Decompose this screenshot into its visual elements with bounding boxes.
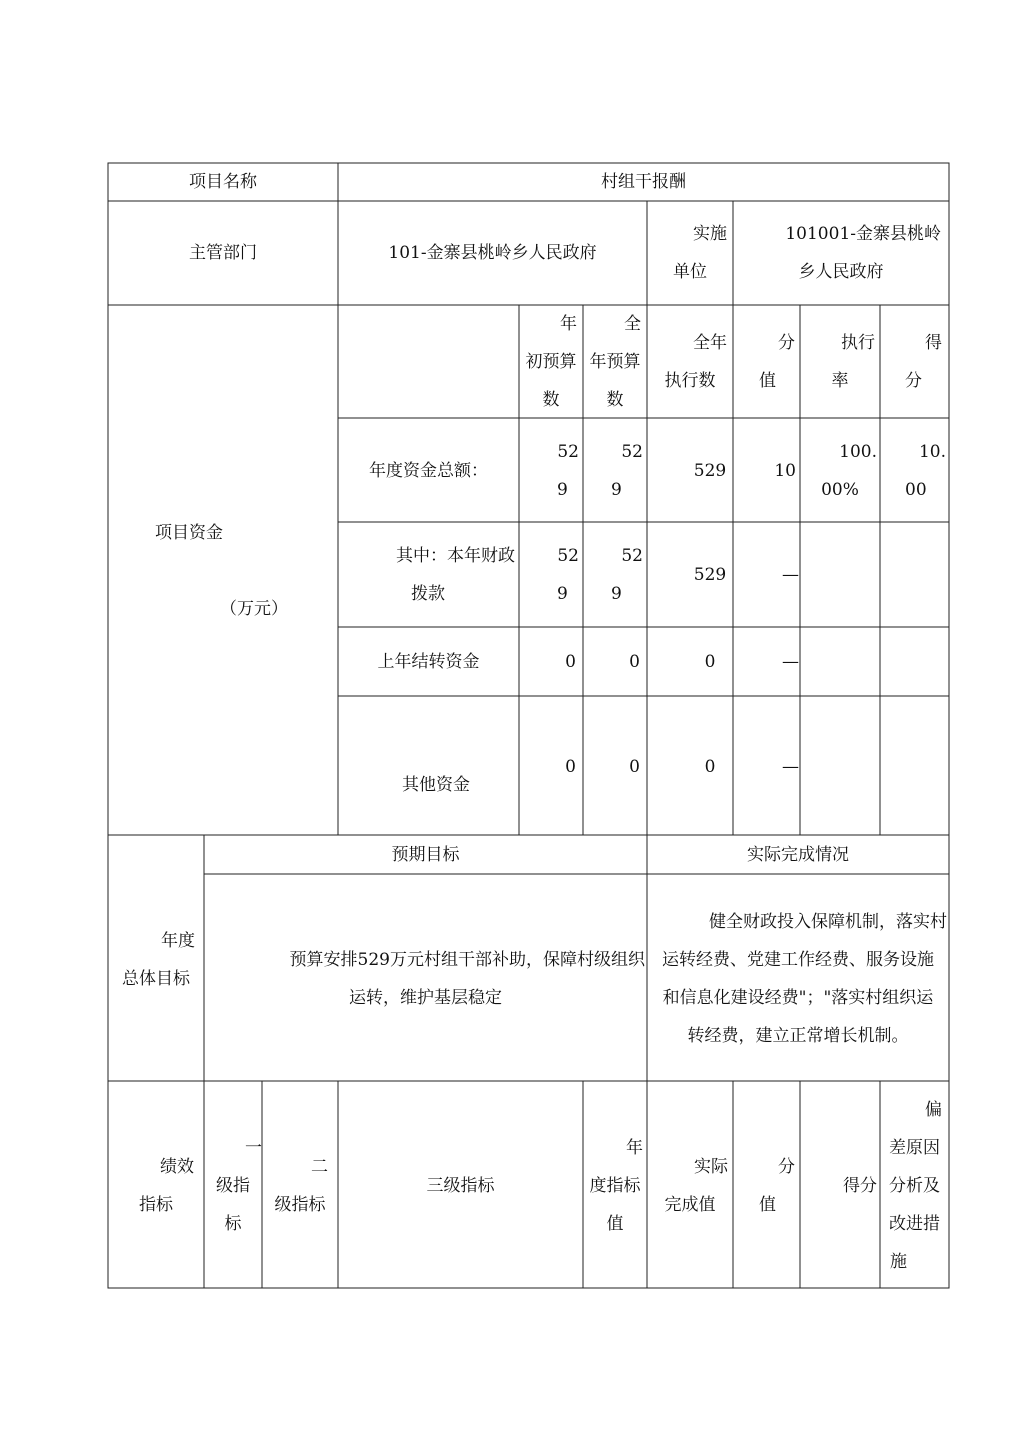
funds-row-initial: 9	[557, 584, 568, 604]
points-header: 值	[759, 1195, 776, 1215]
project-name-label: 项目名称	[189, 172, 257, 192]
actual-result-text: 和信息化建设经费"；"落实村组织运	[662, 988, 934, 1008]
funds-row-points: —	[782, 652, 799, 672]
actual-result-text: 转经费，建立正常增长机制。	[687, 1026, 909, 1046]
funds-row-initial: 9	[557, 480, 568, 500]
actual-value-header: 实际	[694, 1157, 728, 1177]
actual-result-text: 运转经费、党建工作经费、服务设施	[662, 950, 934, 970]
expected-goal-text: 运转，维护基层稳定	[349, 988, 502, 1008]
indicators-label: 绩效	[160, 1157, 194, 1177]
goals-label: 年度	[161, 931, 195, 951]
funds-row-initial: 0	[565, 757, 576, 777]
funds-row-rate: 00%	[821, 480, 859, 500]
header-score-value: 分	[778, 333, 795, 353]
funds-row-points: —	[782, 565, 799, 585]
expected-goal-header: 预期目标	[391, 845, 460, 865]
header-annual-budget: 年预算	[589, 352, 641, 372]
funds-row-name: 拨款	[411, 584, 445, 604]
header-annual-exec: 全年	[693, 333, 727, 353]
level3-indicator-header: 三级指标	[426, 1176, 495, 1196]
funds-row-rate: 100.	[839, 442, 877, 462]
funds-unit: （万元）	[220, 599, 288, 619]
level2-indicator-header: 二	[311, 1157, 328, 1177]
funds-row-name: 其他资金	[402, 775, 470, 795]
funds-row-annual: 52	[621, 546, 643, 566]
header-score-value: 值	[759, 371, 776, 391]
department-label: 主管部门	[189, 243, 257, 263]
funds-row-score: 00	[905, 480, 927, 500]
funds-label: 项目资金	[155, 523, 223, 543]
funds-row-annual: 9	[611, 480, 622, 500]
score-header: 得分	[843, 1176, 877, 1196]
department-value: 101-金寨县桃岭乡人民政府	[388, 243, 597, 263]
header-annual-exec: 执行数	[664, 371, 716, 391]
indicators-label: 指标	[139, 1195, 173, 1215]
impl-unit-value: 101001-金寨县桃岭	[785, 224, 941, 244]
header-initial-budget: 数	[542, 390, 560, 410]
funds-row-exec: 529	[693, 461, 727, 481]
deviation-analysis-header: 分析及	[889, 1176, 940, 1196]
funds-row-annual: 0	[629, 757, 640, 777]
expected-goal-text: 预算安排529万元村组干部补助，保障村级组织	[289, 950, 645, 970]
funds-row-name: 年度资金总额：	[369, 461, 488, 481]
funds-row-initial: 52	[557, 442, 579, 462]
header-score: 分	[905, 371, 922, 391]
target-value-header: 年	[626, 1138, 643, 1158]
header-annual-budget: 全	[624, 314, 641, 334]
impl-unit-value: 乡人民政府	[798, 262, 884, 282]
target-value-header: 度指标	[589, 1176, 641, 1196]
deviation-analysis-header: 施	[890, 1252, 907, 1272]
funds-row-annual: 0	[629, 652, 640, 672]
level1-indicator-header: 一	[245, 1138, 262, 1158]
deviation-analysis-header: 差原因	[889, 1138, 940, 1158]
funds-row-name: 上年结转资金	[377, 652, 480, 672]
funds-row-points: —	[782, 757, 799, 777]
funds-row-exec: 0	[704, 757, 716, 777]
header-exec-rate: 率	[831, 371, 849, 391]
funds-row-points: 10	[774, 461, 796, 481]
funds-row-score: 10.	[918, 442, 946, 462]
header-initial-budget: 年	[560, 314, 577, 334]
header-exec-rate: 执行	[841, 333, 875, 353]
level1-indicator-header: 标	[224, 1214, 242, 1234]
project-name-value: 村组干报酬	[601, 172, 686, 192]
deviation-analysis-header: 偏	[925, 1100, 942, 1120]
level1-indicator-header: 级指	[216, 1176, 250, 1196]
header-initial-budget: 初预算	[525, 352, 577, 372]
actual-value-header: 完成值	[664, 1195, 716, 1215]
funds-row-initial: 0	[565, 652, 576, 672]
impl-unit-label: 单位	[673, 262, 707, 282]
funds-row-exec: 0	[704, 652, 716, 672]
actual-result-header: 实际完成情况	[747, 845, 849, 865]
header-score: 得	[925, 333, 942, 353]
deviation-analysis-header: 改进措	[889, 1214, 940, 1234]
funds-row-annual: 52	[621, 442, 643, 462]
funds-row-annual: 9	[611, 584, 622, 604]
goals-label: 总体目标	[122, 969, 190, 989]
header-annual-budget: 数	[606, 390, 624, 410]
funds-row-name: 其中：本年财政	[396, 546, 515, 566]
target-value-header: 值	[606, 1214, 624, 1234]
actual-result-text: 健全财政投入保障机制，落实村	[709, 912, 947, 932]
level2-indicator-header: 级指标	[274, 1195, 326, 1215]
funds-row-exec: 529	[693, 565, 727, 585]
impl-unit-label: 实施	[693, 224, 727, 244]
points-header: 分	[778, 1157, 795, 1177]
funds-row-initial: 52	[557, 546, 579, 566]
